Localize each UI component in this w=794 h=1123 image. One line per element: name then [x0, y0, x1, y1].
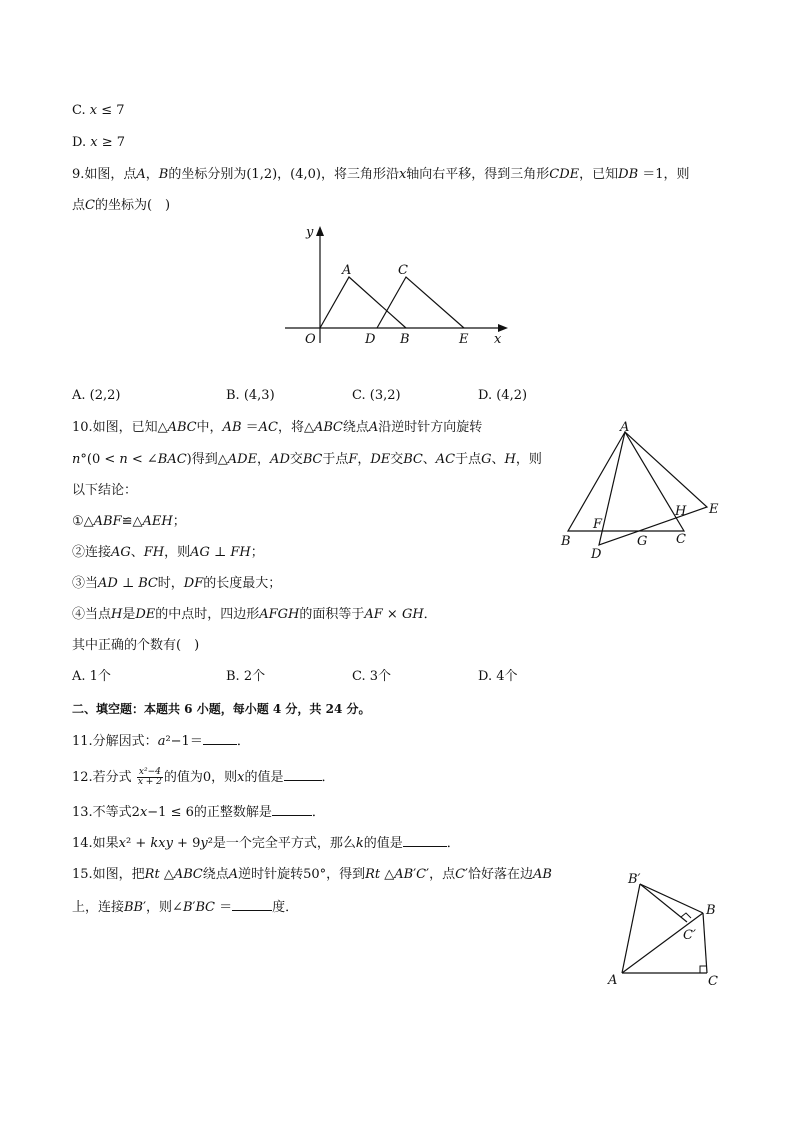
q11-expr: 𝑎²−1＝: [157, 734, 203, 749]
q15-answer-blank[interactable]: [232, 898, 272, 911]
q15-stem-line1: 15.如图，把𝑅𝑡 △𝐴𝐵𝐶绕点𝐴逆时针旋转50°，得到𝑅𝑡 △𝐴𝐵′𝐶′，点𝐶′恰好落在边𝐴𝐵: [72, 867, 552, 882]
q9-y-arrow: [316, 226, 324, 236]
q10-conclusion-1: ①△𝐴𝐵𝐹≌△𝐴𝐸𝐻；: [72, 514, 186, 529]
q15-label-c1: C′: [683, 928, 696, 943]
q10-label-b: B: [561, 534, 571, 549]
q15-right-angle-c: [700, 966, 707, 973]
q10-label-c: C: [676, 532, 686, 547]
q9-label-c: C: [398, 263, 408, 278]
q10-label-d: D: [591, 547, 602, 562]
q13-text: 13.不等式2𝑥−1 ≤ 6的正整数解是: [72, 805, 272, 820]
q9-triangle-dce: [377, 277, 464, 328]
q10-conclusion-4: ④当点𝐻是𝐷𝐸的中点时，四边形𝐴𝐹𝐺𝐻的面积等于𝐴𝐹 × 𝐺𝐻．: [72, 607, 437, 622]
q9-label-e: E: [459, 332, 469, 347]
q10-stem-line2: 𝑛°(0 < 𝑛 < ∠𝐵𝐴𝐶)得到△𝐴𝐷𝐸，𝐴𝐷交𝐵𝐶于点𝐹，𝐷𝐸交𝐵𝐶、𝐴𝐶于点𝐺、𝐻，则: [72, 452, 542, 467]
q10-figure: [555, 415, 730, 565]
q9-label-a: A: [342, 263, 352, 278]
q9-triangle-oab: [320, 277, 406, 328]
q9-option-a: A. (2,2): [72, 388, 121, 403]
q10-conclusion-3: ③当𝐴𝐷 ⊥ 𝐵𝐶时，𝐷𝐹的长度最大；: [72, 576, 282, 591]
q8-option-c: C. 𝑥 ≤ 7: [72, 103, 125, 118]
q9-x-arrow: [498, 324, 508, 332]
q12-prefix: 12.若分式: [72, 770, 132, 785]
q15-stem-prefix: 上，连接𝐵𝐵′，则∠𝐵′𝐵𝐶 ＝: [72, 900, 233, 915]
q13: [72, 803, 325, 822]
q9-option-b: B. (4,3): [226, 388, 275, 403]
q15-segment-bb1: [640, 884, 703, 913]
q9-option-d: D. (4,2): [478, 388, 528, 403]
q11: [72, 732, 250, 751]
q15-right-angle-c1: [681, 913, 691, 918]
q10-label-f: F: [593, 517, 603, 532]
q9-figure: [280, 220, 520, 350]
q10-option-c: C. 3个: [352, 669, 392, 684]
q15-label-a: A: [608, 973, 618, 988]
q12-answer-blank[interactable]: [284, 768, 322, 781]
q15-stem-line2: [72, 898, 298, 917]
q15-segment-ab: [622, 913, 703, 973]
q13-answer-blank[interactable]: [272, 803, 312, 816]
q9-label-x: x: [494, 332, 502, 347]
q12-middle: 的值为0，则𝑥的值是: [163, 770, 284, 785]
q9-label-y: y: [306, 225, 314, 240]
section-2-heading: 二、填空题：本题共 6 小题，每小题 4 分，共 24 分。: [72, 702, 371, 716]
q12: [72, 768, 335, 787]
q10-option-d: D. 4个: [478, 669, 518, 684]
q8-option-d: D. 𝑥 ≥ 7: [72, 135, 125, 150]
q10-option-a: A. 1个: [72, 669, 111, 684]
q15-stem-suffix: 度．: [272, 900, 299, 915]
q10-label-g: G: [637, 534, 648, 549]
q12-numerator: x²−4: [137, 768, 163, 778]
q15-figure: [600, 862, 735, 992]
q9-label-o: O: [305, 332, 316, 347]
q10-label-h: H: [675, 504, 687, 519]
q15-label-b: B: [706, 903, 716, 918]
q10-label-a: A: [620, 420, 630, 435]
q15-segment-ab1: [622, 884, 640, 973]
q10-question: 其中正确的个数有( ): [72, 638, 200, 653]
q14: [72, 834, 460, 853]
q10-label-e: E: [709, 502, 719, 517]
q12-denominator: x + 2: [137, 777, 162, 787]
q11-prefix: 11.分解因式：: [72, 734, 158, 749]
q9-label-b: B: [400, 332, 410, 347]
q10-conclusion-2: ②连接𝐴𝐺、𝐹𝐻，则𝐴𝐺 ⊥ 𝐹𝐻；: [72, 545, 264, 560]
q9-stem-line2: 点𝐶的坐标为( ): [72, 198, 171, 213]
q13-suffix: ．: [311, 805, 325, 820]
q9-stem-line1: 9.如图，点𝐴，𝐵的坐标分别为(1,2)，(4,0)，将三角形沿𝑥轴向右平移，得到三角形𝐶𝐷𝐸，已知𝐷𝐵 ＝1，则: [72, 167, 690, 182]
q14-answer-blank[interactable]: [403, 834, 447, 847]
q9-label-d: D: [365, 332, 376, 347]
q12-fraction: [137, 768, 163, 787]
q9-option-c: C. (3,2): [352, 388, 401, 403]
q10-option-b: B. 2个: [226, 669, 266, 684]
q10-stem-line1: 10.如图，已知△𝐴𝐵𝐶中，𝐴𝐵 ＝𝐴𝐶，将△𝐴𝐵𝐶绕点𝐴沿逆时针方向旋转: [72, 420, 483, 435]
q14-suffix: ．: [446, 836, 460, 851]
q14-text: 14.如果𝑥² + 𝑘𝑥𝑦 + 9𝑦²是一个完全平方式，那么𝑘的值是: [72, 836, 403, 851]
q11-suffix: ．: [236, 734, 250, 749]
q10-triangle-abc: [568, 432, 684, 531]
q11-answer-blank[interactable]: [203, 732, 237, 745]
q15-segment-bc: [703, 913, 707, 973]
q15-label-b1: B′: [628, 872, 641, 887]
q12-suffix: ．: [321, 770, 335, 785]
q10-stem-line3: 以下结论：: [72, 483, 138, 498]
q15-label-c: C: [708, 974, 718, 989]
